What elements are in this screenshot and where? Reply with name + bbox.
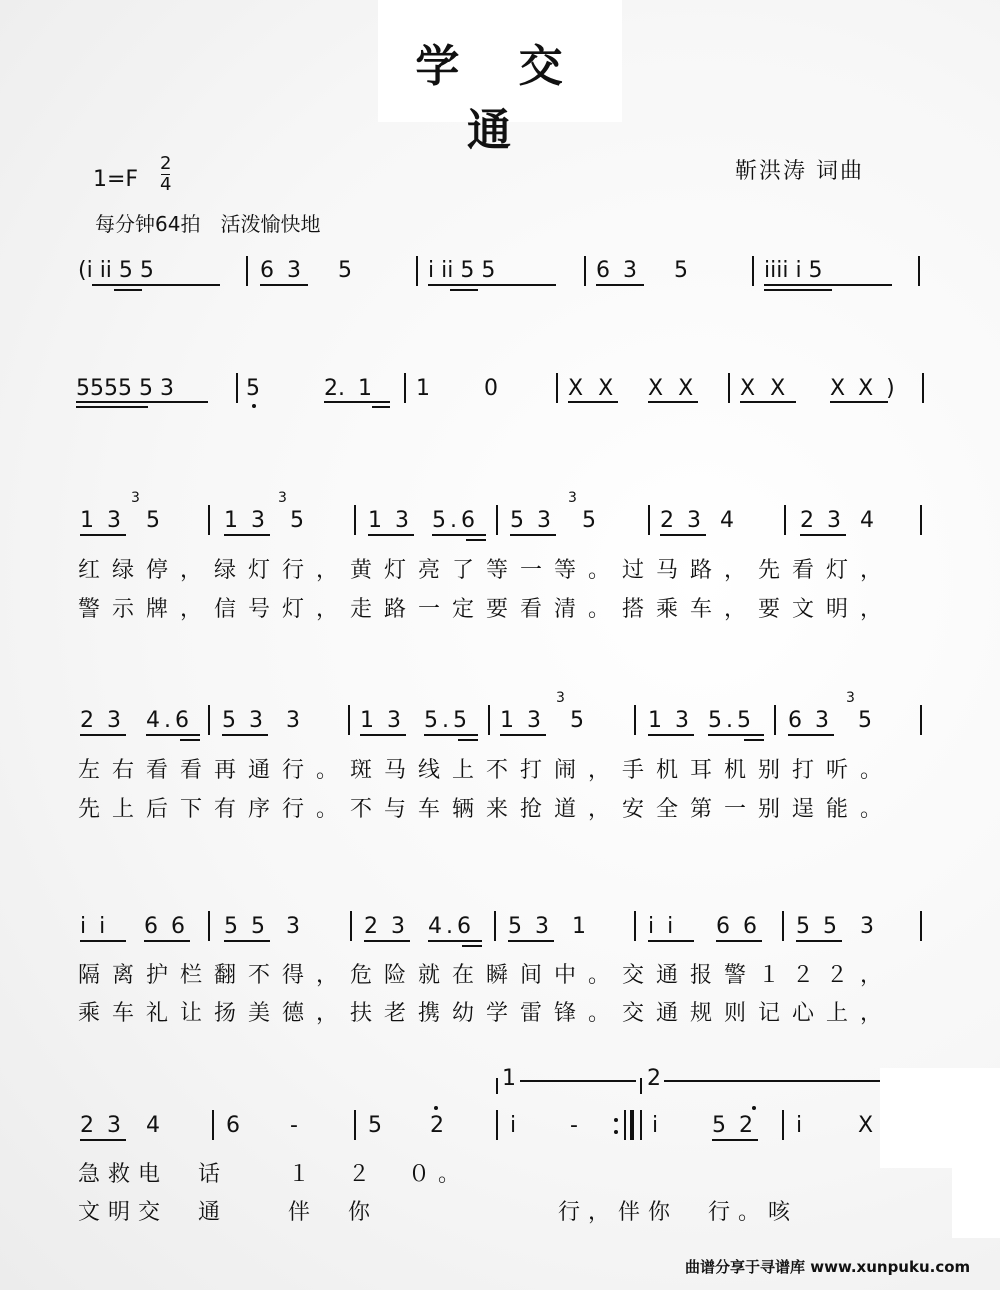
barline <box>496 505 498 535</box>
m32b: - <box>570 1113 578 1138</box>
underline <box>76 401 208 403</box>
lyric-v2-line3: 警示牌，信号灯，走路一定要看清。搭乘车，要文明， <box>78 597 895 622</box>
barline <box>782 1110 784 1140</box>
barline <box>494 911 496 941</box>
barline <box>920 911 922 941</box>
time-signature-bottom: 4 <box>160 174 172 195</box>
barline <box>728 373 730 403</box>
lyric-v1-line4: 左右看看再通行。斑马线上不打闹，手机耳机别打听。 <box>78 758 895 783</box>
m17: 2 3 <box>80 708 121 733</box>
barline <box>782 911 784 941</box>
barline <box>488 705 490 735</box>
high-octave-dot <box>752 1106 756 1110</box>
m22: 6 3 <box>788 708 829 733</box>
underline <box>80 534 126 536</box>
volta-1-tick <box>496 1078 498 1094</box>
time-signature <box>160 154 171 195</box>
barline <box>208 505 210 535</box>
m33: i <box>652 1113 659 1138</box>
barline <box>920 505 922 535</box>
barline <box>416 256 418 286</box>
underline <box>428 940 482 942</box>
m23: i i <box>80 914 106 939</box>
underline <box>740 401 796 403</box>
m20b: 5 <box>570 708 584 733</box>
measure-9: X X <box>568 376 614 401</box>
m34: i <box>796 1113 803 1138</box>
measure-8b: 0 <box>484 376 498 401</box>
underline <box>222 734 268 736</box>
barline <box>236 373 238 403</box>
measure-10: X X <box>740 376 786 401</box>
barline <box>784 505 786 535</box>
volta-1-bracket <box>520 1080 636 1082</box>
lyric-v2-line4: 先上后下有序行。不与车辆来抢道，安全第一别逞能。 <box>78 797 895 822</box>
barline <box>350 911 352 941</box>
author-credit: 靳洪涛 词曲 <box>735 159 864 184</box>
m28b: 3 <box>860 914 874 939</box>
time-signature-top: 2 <box>160 153 172 174</box>
song-title: 学 交 通 <box>415 41 585 156</box>
underline <box>830 401 888 403</box>
barline <box>496 1110 498 1140</box>
underline <box>360 734 406 736</box>
underline <box>364 940 410 942</box>
underline <box>744 739 764 741</box>
m17b: 4.6 <box>146 708 193 733</box>
m19b: 5.5 <box>424 708 471 733</box>
underline <box>458 739 478 741</box>
underline <box>800 534 846 536</box>
measure-5: iiii i 5 <box>764 258 823 283</box>
underline <box>648 401 698 403</box>
m31b: 2 <box>430 1113 444 1138</box>
underline <box>648 734 694 736</box>
key-signature: 1=F <box>93 167 139 192</box>
underline <box>428 284 556 286</box>
measure-1: (i ii 5 5 <box>78 258 154 283</box>
m13: 1 3 <box>368 508 409 533</box>
underline <box>788 734 834 736</box>
m11b: 5 <box>146 508 160 533</box>
underline <box>114 289 142 291</box>
barline <box>348 705 350 735</box>
underline <box>180 739 200 741</box>
underline <box>660 534 706 536</box>
grace-note: 3 <box>568 490 577 506</box>
barline <box>640 1110 642 1140</box>
barline <box>212 1110 214 1140</box>
barline <box>648 505 650 535</box>
low-octave-dot <box>252 404 256 408</box>
high-octave-dot <box>434 1106 438 1110</box>
m28: 5 5 <box>796 914 837 939</box>
measure-9b: X X <box>648 376 694 401</box>
measure-7b: 2. 1 <box>324 376 372 401</box>
underline <box>92 284 220 286</box>
m20: 1 3 <box>500 708 541 733</box>
m31: 5 <box>368 1113 382 1138</box>
volta-1-number: 1 <box>502 1066 516 1091</box>
measure-2b: 5 <box>338 258 352 283</box>
barline <box>634 911 636 941</box>
m22b: 5 <box>858 708 872 733</box>
barline <box>634 705 636 735</box>
barline <box>246 256 248 286</box>
underline <box>568 401 618 403</box>
measure-7: 5 <box>246 376 260 401</box>
m33b: 5 2 <box>712 1113 753 1138</box>
underline <box>372 406 390 408</box>
underline <box>462 945 482 947</box>
m27b: 6 6 <box>716 914 757 939</box>
underline <box>80 940 126 942</box>
barline <box>584 256 586 286</box>
barline <box>404 373 406 403</box>
m21: 1 3 <box>648 708 689 733</box>
barline <box>208 705 210 735</box>
lyric-v1-line3: 红绿停，绿灯行，黄灯亮了等一等。过马路，先看灯， <box>78 558 895 583</box>
m25: 2 3 <box>364 914 405 939</box>
underline <box>432 534 486 536</box>
m26b: 1 <box>572 914 586 939</box>
barline <box>354 1110 356 1140</box>
m16: 2 3 <box>800 508 841 533</box>
m12: 1 3 <box>224 508 265 533</box>
lyric-v1-line5: 隔离护栏翻不得，危险就在瞬间中。交通报警１２２， <box>78 963 895 988</box>
m32: i <box>510 1113 517 1138</box>
m14: 5 3 <box>510 508 551 533</box>
underline <box>764 289 832 291</box>
underline <box>712 1139 758 1141</box>
repeat-dot-top <box>614 1118 618 1122</box>
m19: 1 3 <box>360 708 401 733</box>
m34b: X <box>858 1113 874 1138</box>
measure-4: 6 3 <box>596 258 637 283</box>
measure-6: 5555 5 3 <box>76 376 174 401</box>
repeat-barline-thick <box>630 1110 634 1140</box>
lyric-v2-line6: 文明交 通 伴 你 行，伴你 行。咳 <box>78 1200 799 1225</box>
underline <box>716 940 762 942</box>
barline <box>918 256 920 286</box>
m16b: 4 <box>860 508 874 533</box>
volta-2-number: 2 <box>647 1066 661 1091</box>
m15b: 4 <box>720 508 734 533</box>
underline <box>368 534 414 536</box>
underline <box>764 284 892 286</box>
m27: i i <box>648 914 674 939</box>
background-patch <box>952 1168 1000 1238</box>
m23b: 6 6 <box>144 914 185 939</box>
m29b: 4 <box>146 1113 160 1138</box>
measure-3: i ii 5 5 <box>428 258 496 283</box>
background-patch <box>880 1068 1000 1168</box>
measure-10b: X X ) <box>830 376 895 401</box>
m12b: 5 <box>290 508 304 533</box>
underline <box>260 284 308 286</box>
underline <box>450 289 478 291</box>
underline <box>648 940 694 942</box>
barline <box>752 256 754 286</box>
barline <box>774 705 776 735</box>
underline <box>324 401 390 403</box>
measure-8: 1 <box>416 376 430 401</box>
m24b: 3 <box>286 914 300 939</box>
grace-note: 3 <box>556 690 565 706</box>
grace-note: 3 <box>131 490 140 506</box>
underline <box>80 1139 126 1141</box>
underline <box>224 940 270 942</box>
repeat-barline-thin <box>624 1110 626 1140</box>
m15: 2 3 <box>660 508 701 533</box>
m24: 5 5 <box>224 914 265 939</box>
underline <box>596 284 644 286</box>
barline <box>354 505 356 535</box>
underline <box>510 534 556 536</box>
m29: 2 3 <box>80 1113 121 1138</box>
underline <box>76 406 148 408</box>
underline <box>796 940 842 942</box>
m21b: 5.5 <box>708 708 755 733</box>
underline <box>508 940 554 942</box>
m26: 5 3 <box>508 914 549 939</box>
underline <box>146 734 200 736</box>
measure-4b: 5 <box>674 258 688 283</box>
barline <box>922 373 924 403</box>
m11: 1 3 <box>80 508 121 533</box>
m14b: 5 <box>582 508 596 533</box>
m25b: 4.6 <box>428 914 475 939</box>
barline <box>920 705 922 735</box>
underline <box>424 734 478 736</box>
underline <box>708 734 764 736</box>
barline <box>556 373 558 403</box>
m30: 6 <box>226 1113 240 1138</box>
tempo-marking: 每分钟64拍 活泼愉快地 <box>95 212 321 236</box>
repeat-dot-bottom <box>614 1130 618 1134</box>
volta-2-tick <box>640 1078 642 1094</box>
m18b: 3 <box>286 708 300 733</box>
underline <box>144 940 190 942</box>
measure-2: 6 3 <box>260 258 301 283</box>
m30b: - <box>290 1113 298 1138</box>
m13b: 5.6 <box>432 508 479 533</box>
underline <box>224 534 270 536</box>
m18: 5 3 <box>222 708 263 733</box>
grace-note: 3 <box>846 690 855 706</box>
footer-credit: 曲谱分享于寻谱库 www.xunpuku.com <box>685 1258 971 1276</box>
grace-note: 3 <box>278 490 287 506</box>
lyric-v2-line5: 乘车礼让扬美德，扶老携幼学雷锋。交通规则记心上， <box>78 1001 895 1026</box>
underline <box>80 734 126 736</box>
barline <box>208 911 210 941</box>
underline <box>500 734 546 736</box>
lyric-v1-line6: 急救电 话 １ ２ ０。 <box>78 1162 469 1187</box>
underline <box>466 539 486 541</box>
